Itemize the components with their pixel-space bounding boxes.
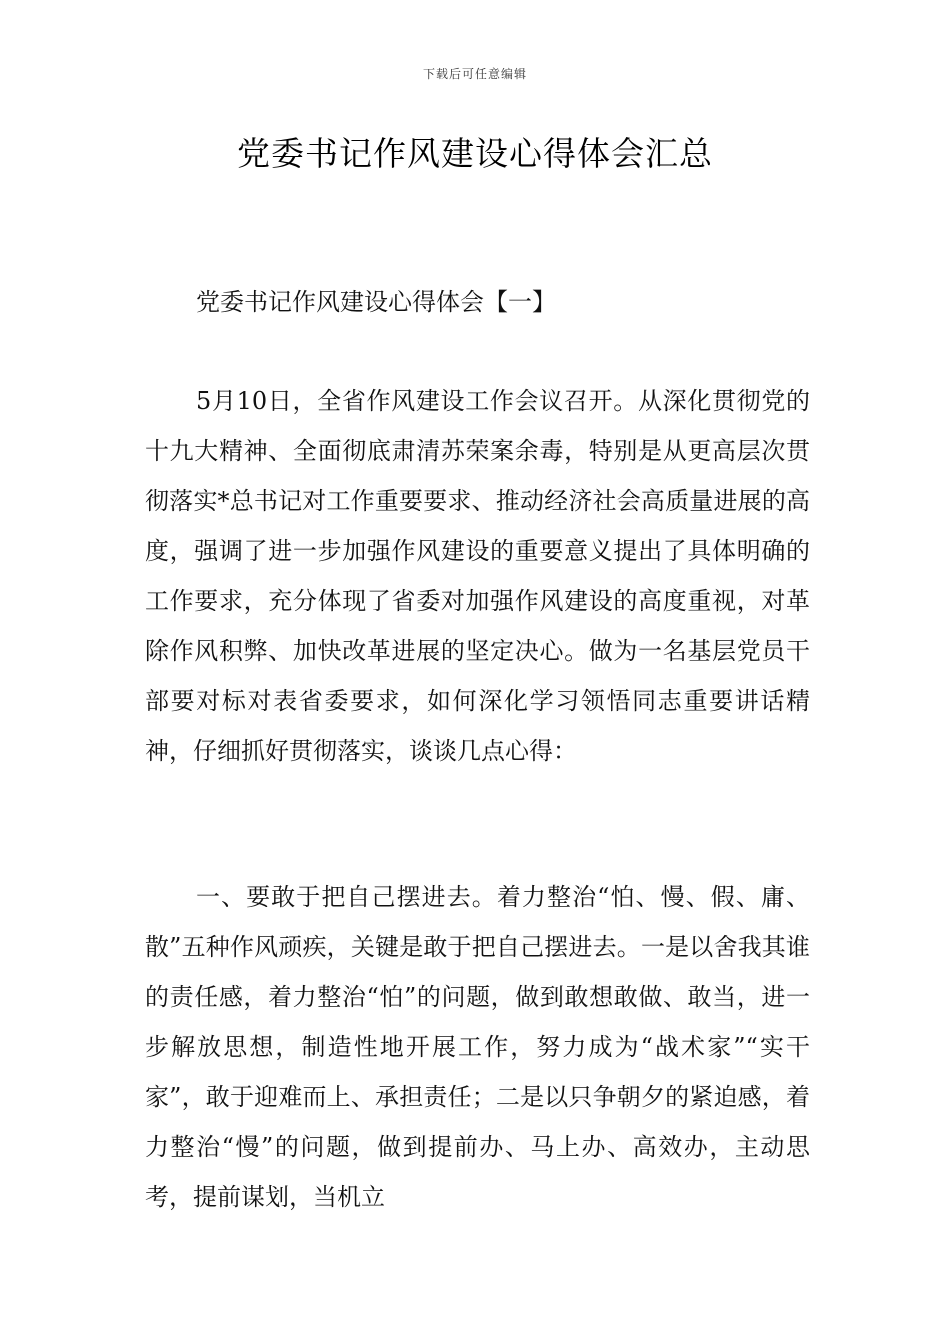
document-title: 党委书记作风建设心得体会汇总	[237, 134, 713, 173]
paragraph-point-one: 一、要敢于把自己摆进去。着力整治“怕、慢、假、庸、散”五种作风顽疾，关键是敢于把自己摆进去。一是以舍我其谁的责任感，着力整治“怕”的问题，做到敢想敢做、敢当，进一步解放思想，制造性地开展工作，努力成为“战术家”“实干家”，敢于迎难而上、承担责任；二是以只争朝夕的紧迫感，着力整治“慢”的问题，做到提前办、马上办、高效办，主动思考，提前谋划，当机立	[145, 883, 810, 1211]
header-note: 下载后可任意编辑	[422, 67, 527, 81]
section-heading: 党委书记作风建设心得体会【一】	[196, 288, 556, 316]
paragraph-intro: 5月10日，全省作风建设工作会议召开。从深化贯彻党的十九大精神、全面彻底肃清苏荣案余毒，特别是从更高层次贯彻落实*总书记对工作重要要求、推动经济社会高质量进展的高度，强调了进一步加强作风建设的重要意义提出了具体明确的工作要求，充分体现了省委对加强作风建设的高度重视，对革除作风积弊、加快改革进展的坚定决心。做为一名基层党员干部要对标对表省委要求，如何深化学习领悟同志重要讲话精神，仔细抓好贯彻落实，谈谈几点心得：	[145, 387, 810, 765]
